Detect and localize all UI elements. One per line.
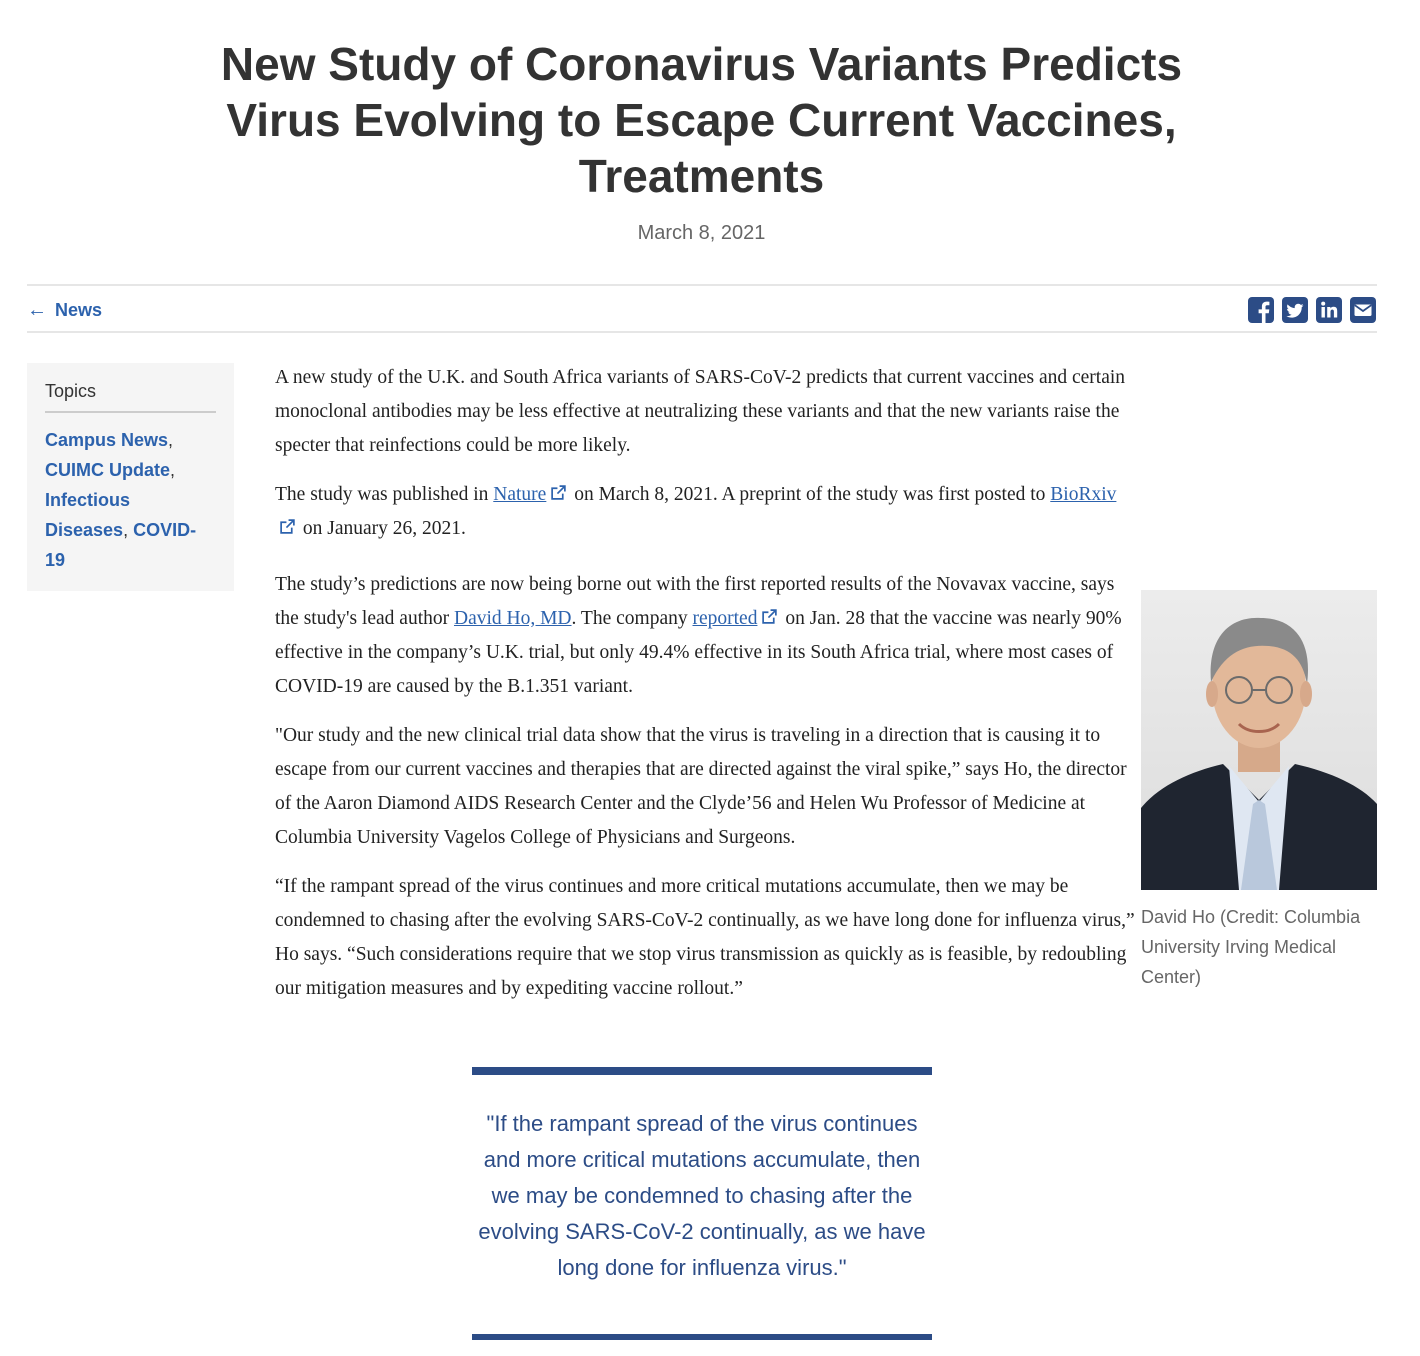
topic-separator: , [168, 430, 174, 450]
topics-list [45, 425, 216, 575]
paragraph-text: . The company [571, 608, 693, 629]
page-title: New Study of Coronavirus Variants Predicts Virus Evolving to Escape Current Vaccines, Treatments [220, 38, 1183, 202]
topics-heading: Topics [45, 379, 216, 413]
topic-link-infectious-diseases[interactable]: Infectious Diseases [45, 490, 131, 540]
publish-date: March 8, 2021 [637, 222, 766, 244]
twitter-icon[interactable] [1282, 297, 1308, 323]
topics-box [27, 363, 234, 591]
nature-link[interactable]: Nature [493, 484, 547, 505]
article-paragraph [275, 568, 1135, 704]
topic-link-cuimc-update[interactable]: CUIMC Update [45, 460, 170, 480]
author-figure [1141, 590, 1377, 992]
share-bar [1248, 297, 1376, 323]
back-link-label: News [55, 300, 103, 320]
topic-link-covid-19[interactable]: COVID-19 [45, 520, 197, 570]
paragraph-text: on January 26, 2021. [298, 518, 466, 539]
biorxiv-link[interactable]: BioRxiv [1050, 484, 1117, 505]
article-paragraph: "Our study and the new clinical trial data show that the virus is traveling in a direction that is causing it to escape from our current vaccines and therapies that are directed against the viral spike,” says Ho, the director of the Aaron Diamond AIDS Research Center and the Clyde’56 and Helen Wu Professor of Medicine at Columbia University Vagelos College of Physicians and Surgeons. [275, 725, 1127, 848]
paragraph-text: The study was published in [275, 484, 494, 505]
david-ho-link[interactable]: David Ho, MD [453, 608, 572, 629]
reported-link[interactable]: reported [692, 608, 758, 629]
paragraph-text: on March 8, 2021. A preprint of the study was first posted to [569, 484, 1051, 505]
article-body [275, 361, 1135, 1021]
email-icon[interactable] [1350, 297, 1376, 323]
topic-separator: , [170, 460, 176, 480]
paragraph-text: The study’s predictions are now being borne out with the first reported results of the Novavax vaccine, says the study's lead author [275, 574, 1115, 629]
photo-caption: David Ho (Credit: Columbia University Irving Medical Center) [1141, 907, 1361, 987]
back-arrow-icon: ← [27, 299, 47, 321]
topic-separator: , [123, 520, 129, 540]
article-paragraph: “If the rampant spread of the virus continues and more critical mutations accumulate, then we may be condemned to chasing after the evolving SARS-CoV-2 continually, as we have long done for influenza virus,” Ho says. “Such considerations require that we stop virus transmission as quickly as is feasible, by redoubling our mitigation measures and by expediting vaccine rollout.” [275, 876, 1135, 999]
facebook-icon[interactable] [1248, 297, 1274, 323]
topic-link-campus-news[interactable]: Campus News [45, 430, 169, 450]
back-to-news-link[interactable] [27, 298, 102, 322]
article-paragraph: A new study of the U.K. and South Africa variants of SARS-CoV-2 predicts that current vaccines and certain monoclonal antibodies may be less effective at neutralizing these variants and that the new variants raise the specter that reinfections could be more likely. [275, 367, 1126, 456]
external-link-icon [761, 608, 778, 625]
external-link-icon [279, 518, 296, 535]
divider-top [27, 284, 1377, 286]
pull-quote: "If the rampant spread of the virus continues and more critical mutations accumulate, then we may be condemned to chasing after the evolving SARS-CoV-2 continually, as we have long done for influenza virus." [472, 1067, 932, 1340]
paragraph-text: on Jan. 28 that the vaccine was nearly 90% effective in the company’s U.K. trial, but only 49.4% effective in its South Africa trial, where most cases of COVID-19 are caused by the B.1.351 variant. [275, 608, 1122, 697]
divider-bottom [27, 331, 1377, 333]
external-link-icon [550, 484, 567, 501]
article-paragraph [275, 478, 1135, 546]
david-ho-portrait [1141, 590, 1377, 890]
linkedin-icon[interactable] [1316, 297, 1342, 323]
